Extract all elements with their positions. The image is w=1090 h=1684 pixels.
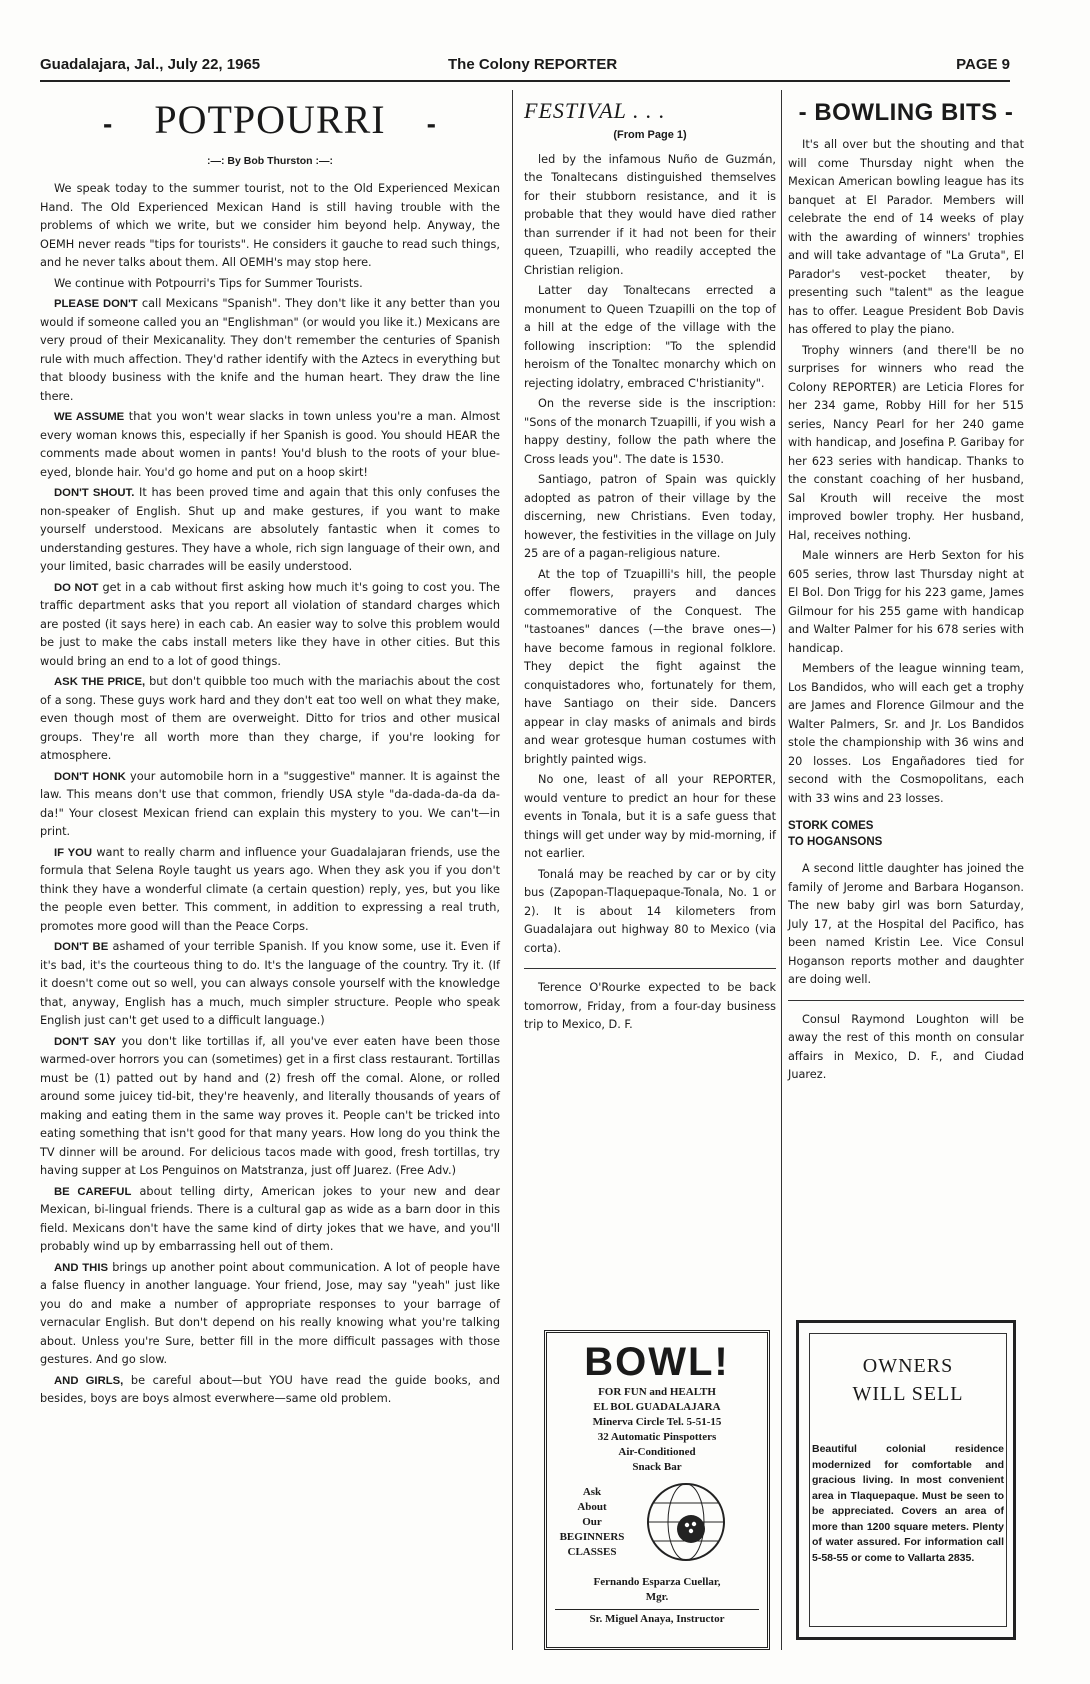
paragraph-text: brings up another point about communication. A lot of people have a false fluency in another language. Your friend, Jose, may say "yeah" just like you do and make a number of appropriate responses to your barrage of vernacular English. But don't depend on his really knowing what you're talking about. Unless you're Sure, better fill in the more difficult passages with those gestures. And go slow. bbox=[40, 1260, 500, 1367]
potpourri-paragraph bbox=[40, 1372, 500, 1409]
paragraph-text: call Mexicans "Spanish". They don't like it any better than you would if someone called you an "Englishman" (or would you like it.) Mexicans are very proud of their Mexicanality. They don't remember the centuries of Spanish rule with much affection. They'd rather identify with the Aztecs in everything but that bloody business with the knife and the human heart. They draw the line there. bbox=[40, 297, 501, 403]
stork-headline-line2: TO HOGANSONS bbox=[788, 836, 883, 848]
paragraph-text: that you won't wear slacks in town unless you're a man. Almost every woman knows this, especially if her Spanish is good. You should HEAR the comments made about women in pants! You'd blush to the roots of your blue-eyed, blonde hair. You'd go home and put on a hoop skirt! bbox=[40, 410, 501, 479]
festival-headline: FESTIVAL . . . bbox=[524, 98, 666, 123]
festival-paragraph: Latter day Tonaltecans errected a monument to Queen Tzuapilli on the top of a hill at the edge of the village with the following inscription: "To the splendid heroism of the Tonaltec monarchy which on rejecting idolatry, embraced C'hristianity". bbox=[524, 284, 776, 390]
paragraph-lead: DON'T HONK bbox=[54, 770, 126, 783]
stork-paragraph: A second little daughter has joined the family of Jerome and Barbara Hoganson. The new baby girl was born Saturday, July 17, at the Hospital del Pacifico, has been named Kristin Lee. Vice Consul Hoganson reports mother and daughter are doing well. bbox=[788, 862, 1024, 986]
stork-headline bbox=[788, 818, 1024, 850]
beginners-block bbox=[557, 1485, 627, 1560]
festival-body bbox=[524, 151, 776, 959]
paragraph-lead: ASK THE PRICE, bbox=[54, 676, 146, 689]
paragraph-lead: WE ASSUME bbox=[54, 411, 125, 424]
ask-line-5: CLASSES bbox=[567, 1546, 617, 1558]
potpourri-paragraph bbox=[40, 1259, 500, 1370]
festival-paragraph: No one, least of all your REPORTER, would venture to predict an hour for these events in Tonala, but it is a safe guess that things will get under way by mid-morning, if not earlier. bbox=[524, 773, 776, 860]
owners-body: Beautiful colonial residence modernized for comfortable and gracious living. In most convenient area in Tlaquepaque. Must be seen to be appreciated. Covers an area of more than 1200 square meters. Plenty of water assured. For information call 5-58-55 or come to Vallarta 2835. bbox=[812, 1443, 1004, 1564]
paragraph-lead: DON'T SHOUT. bbox=[54, 487, 135, 500]
paragraph-text: but don't quibble too much with the mariachis about the cost of a song. These guys work hard and they don't eat too well on what they make, even though most of them are overweight. Ditto for trios and other musical groups. They're all worth more than they charge, if you're looking for atmosphere. bbox=[40, 675, 500, 763]
paragraph-text: be careful about—but YOU have read the guide books, and besides, boys are boys almost everwhere—same old problem. bbox=[40, 1373, 501, 1406]
bowling-paragraph: Trophy winners (and there'll be no surprises for winners who read the Colony REPORTER) are Leticia Flores for her 234 game, Robby Hill for her 515 series, Nancy Pearl for her 240 game with handicap, and Josefina P. Garibay for her 623 series with handicap. Thanks to the constant coaching of her husband, Sal Krouth will receive the most improved bowler trophy. Her husband, Hal, receives nothing. bbox=[788, 343, 1024, 542]
potpourri-paragraph bbox=[40, 768, 500, 842]
paper-name: The Colony REPORTER bbox=[448, 56, 618, 73]
ask-line-2: About bbox=[577, 1501, 607, 1513]
headline-dash-right: - bbox=[426, 107, 437, 139]
potpourri-paragraph bbox=[40, 1183, 500, 1257]
potpourri-paragraph bbox=[40, 275, 500, 294]
bowling-column bbox=[788, 98, 1024, 1087]
paragraph-lead: DON'T SAY bbox=[54, 1035, 116, 1048]
paragraph-lead: DON'T BE bbox=[54, 941, 109, 954]
potpourri-headline bbox=[40, 98, 500, 146]
bowl-line-fun: FOR FUN and HEALTH bbox=[598, 1386, 716, 1398]
bowling-paragraph: Male winners are Herb Sexton for his 605 series, throw last Thursday night at El Bol. Don Trigg for his 223 game, James Gilmour for his 255 game with handicap and Walter Palmer for his 678 series with handicap. bbox=[788, 549, 1024, 655]
festival-paragraph: led by the infamous Nuño de Guzmán, the Tonaltecans distinguished themselves for their stubborn resistance, and it is probable that they would have died rather than surrender if it had not been for their queen, Tzuapilli, who readily accepted the Christian religion. bbox=[524, 152, 776, 277]
festival-separator bbox=[524, 968, 776, 969]
paragraph-lead: BE CAREFUL bbox=[54, 1185, 132, 1198]
bowl-ad-rule bbox=[555, 1609, 759, 1610]
bowl-line-snack: Snack Bar bbox=[632, 1461, 682, 1473]
festival-paragraph: At the top of Tzuapilli's hill, the people offer flowers, prayers and dances commemorative of the Conquest. The "tastoanes" dances (—the brave ones—) have become famous in regional folklore. They depict the fight against the conquistadores who, fortunately for them, have Santiago on their side. Dancers appear in clay masks of animals and birds and wear grotesque human costumes with brightly painted wigs. bbox=[524, 567, 776, 766]
potpourri-title: POTPOURRI bbox=[154, 97, 386, 142]
paragraph-lead: AND THIS bbox=[54, 1261, 109, 1274]
potpourri-paragraph bbox=[40, 408, 500, 482]
paragraph-lead: PLEASE DON'T bbox=[54, 298, 138, 311]
paragraph-lead: IF YOU bbox=[54, 846, 93, 859]
dateline: Guadalajara, Jal., July 22, 1965 bbox=[40, 56, 261, 73]
bowl-headline: BOWL! bbox=[584, 1340, 730, 1384]
bowl-ad-classes bbox=[547, 1479, 767, 1575]
bowling-paragraph: It's all over but the shouting and that will come Thursday night when the Mexican American bowling league has its banquet at El Parador. Members will celebrate the end of 14 weeks of play with the awarding of winners' trophies and will take advantage of "La Gruta", El Parador's vest-pocket theater, by presenting such "talent" as the league has to offer. League President Bob Davis has offered to play the piano. bbox=[788, 138, 1024, 336]
paragraph-text: you don't like tortillas if, all you've ever eaten have been those warmed-over horrors you can (sometimes) get in a first class restaurant. Tortillas must be (1) patted out by hand and (2) fresh off the comal. Alone, or rolled around some juicey tid-bit, they're heavenly, and literally thousands of years of making and eating them in the same way proves it. People can't be tricked into eating something that isn't good for that many years. How long do you think the TV dinner will be around. For delicious tacos made with good, fresh tortillas, try having supper at Los Penguinos on Matstranza, just off Juarez. (Free Adv.) bbox=[40, 1034, 500, 1178]
paragraph-text: about telling dirty, American jokes to your new and dear Mexican, bi-lingual friends. There is a cultural gap as wide as a barn door in this field. Mexicans don't have the same kind of dirty jokes that we have, and you'll probably wind up by embarrassing hell out of them. bbox=[40, 1184, 500, 1254]
potpourri-paragraph bbox=[40, 673, 500, 766]
bowl-manager: Fernando Esparza Cuellar, bbox=[593, 1576, 721, 1588]
potpourri-paragraph bbox=[40, 295, 500, 406]
ask-line-4: BEGINNERS bbox=[559, 1531, 625, 1543]
festival-paragraph: On the reverse side is the inscription: "Sons of the monarch Tzuapilli, if you wish a happy destiny, follow the path where the Cross leads you". The date is 1530. bbox=[524, 397, 776, 466]
owners-heading-line2: WILL SELL bbox=[852, 1383, 964, 1405]
potpourri-paragraph bbox=[40, 938, 500, 1031]
paragraph-text: ashamed of your terrible Spanish. If you know some, use it. Even if it's bad, it's the courteous thing to do. It's the language of the country. Try it. (If it doesn't come out so well, you can always console yourself with the knowledge that, anyway, English has a much, much simpler structure. People who speak English just can't get used to a difficult language.) bbox=[40, 940, 500, 1028]
stork-headline-line1: STORK COMES bbox=[788, 820, 874, 832]
owners-advertisement bbox=[796, 1320, 1016, 1640]
bowling-paragraph: Members of the league winning team, Los Bandidos, who will each get a trophy are James and Florence Gilmour and the Walter Palmers, Sr. and Jr. Los Bandidos stole the championship with 36 wins and 20 losses. Los Engañadores tied for second with the Cosmopolitans, each with 33 wins and 23 losses. bbox=[788, 662, 1024, 805]
potpourri-paragraph bbox=[40, 579, 500, 672]
byline: :—: By Bob Thurston :—: bbox=[207, 154, 333, 167]
festival-paragraph: Tonalá may be reached by car or by city bus (Zapopan-Tlaquepaque-Tonala, No. 1 or 2). It is about 14 kilometers from Guadalajara out highway 80 to Mexico (via corta). bbox=[524, 867, 776, 955]
column-rule-1 bbox=[512, 90, 513, 1650]
bowling-globe-icon bbox=[645, 1481, 727, 1563]
consul-paragraph: Consul Raymond Loughton will be away the rest of this month on consular affairs in Mexico, D. F., and Ciudad Juarez. bbox=[788, 1012, 1024, 1081]
owners-heading bbox=[810, 1352, 1006, 1408]
paragraph-text: We continue with Potpourri's Tips for Summer Tourists. bbox=[54, 276, 363, 290]
potpourri-body bbox=[40, 180, 500, 1409]
paragraph-text: It has been proved time and again that this only confuses the non-speaker of English. Shut up and make gestures, if you want to make yourself understood. Mexicans are absolutely fantastic when it comes to understanding gestures. They have a whole, rich sign language of their own, and your limited, basic charrades will be easily understood. bbox=[40, 486, 500, 574]
owners-heading-line1: OWNERS bbox=[862, 1355, 954, 1377]
bowling-body bbox=[788, 136, 1024, 808]
owners-ad-frame bbox=[809, 1333, 1007, 1627]
bowl-line-name: EL BOL GUADALAJARA bbox=[593, 1401, 721, 1413]
column-rule-2 bbox=[781, 90, 782, 1650]
paragraph-text: want to really charm and influence your Guadalajaran friends, use the formula that Selena Royle taught us years ago. When they ask you if you don't think they have a wonderful climate (a certain question) reply, yes, but you like the people even better. This comment, in addition to expressing a real truth, promotes more good will than the Peace Corps. bbox=[40, 845, 500, 933]
paragraph-lead: AND GIRLS, bbox=[54, 1374, 124, 1387]
page-header bbox=[40, 56, 1010, 78]
headline-dash-left: - bbox=[103, 107, 114, 139]
bowl-line-pinspotters: 32 Automatic Pinspotters bbox=[597, 1431, 717, 1443]
ask-line-3: Our bbox=[582, 1516, 602, 1528]
paragraph-text: get in a cab without first asking how much it's going to cost you. The traffic department asks that you report all violation of standard charges which are posted (it says here) in each cab. An easier way to solve this problem would be just to make the cabs install meters like they have in other cities. But this would bring an end to a lot of good things. bbox=[40, 580, 500, 668]
header-rule bbox=[40, 80, 1010, 82]
potpourri-paragraph bbox=[40, 844, 500, 937]
potpourri-paragraph bbox=[40, 484, 500, 577]
orourke-note: Terence O'Rourke expected to be back tomorrow, Friday, from a four-day business trip to Mexico, D. F. bbox=[524, 981, 776, 1031]
bowl-advertisement bbox=[544, 1330, 770, 1650]
stork-separator bbox=[788, 1000, 1024, 1001]
paragraph-lead: DO NOT bbox=[54, 581, 99, 594]
festival-column bbox=[524, 98, 776, 1037]
page-number: PAGE 9 bbox=[956, 56, 1010, 73]
potpourri-paragraph bbox=[40, 1033, 500, 1181]
bowl-line-address: Minerva Circle Tel. 5-51-15 bbox=[592, 1416, 722, 1428]
bowl-line-air: Air-Conditioned bbox=[618, 1446, 696, 1458]
bowling-headline: - BOWLING BITS - bbox=[798, 99, 1014, 126]
potpourri-paragraph bbox=[40, 180, 500, 273]
festival-paragraph: Santiago, patron of Spain was quickly adopted as patron of their village by the discerning, new Christians. Even today, however, the festivities in the village on July 25 are of a pagan-religious nature. bbox=[524, 473, 776, 560]
bowl-instructor: Sr. Miguel Anaya, Instructor bbox=[589, 1613, 725, 1625]
continued-from: (From Page 1) bbox=[613, 129, 687, 141]
ask-line-1: Ask bbox=[582, 1486, 602, 1498]
potpourri-column bbox=[40, 98, 500, 1411]
paragraph-text: We speak today to the summer tourist, not to the Old Experienced Mexican Hand. The Old Experienced Mexican Hand is still having trouble with the problems of which we write, but we consider him beyond help. Anyway, the OEMH never reads "tips for tourists". He considers it gauche to read such things, and he never talks about them. All OEMH's may stop here. bbox=[40, 182, 500, 270]
paragraph-text: your automobile horn in a "suggestive" manner. It is against the law. This means don't use that common, friendly USA style "da-dada-da-da da-da!" Your closest Mexican friend can explain this mystery to you. We can't—in print. bbox=[40, 769, 500, 839]
bowl-manager-title: Mgr. bbox=[645, 1591, 669, 1603]
